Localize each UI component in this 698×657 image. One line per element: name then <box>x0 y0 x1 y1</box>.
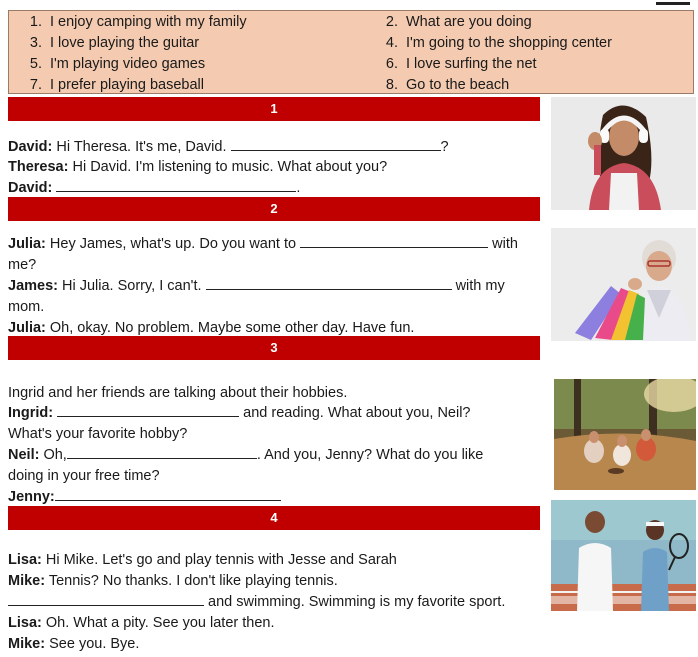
photo-woman-shopping-bags <box>551 228 696 341</box>
dialog-4-header: 4 <box>8 506 540 530</box>
dialog-3-line-1: Ingrid: and reading. What about you, Neil? <box>8 405 471 421</box>
option-1: 1. I enjoy camping with my family <box>29 14 247 30</box>
option-4: 4. I'm going to the shopping center <box>385 35 612 51</box>
dialog-3-line-2-cont: doing in your free time? <box>8 468 160 484</box>
dialog-3-header: 3 <box>8 336 540 360</box>
dialog-4-line-2-cont: and swimming. Swimming is my favorite sport. <box>8 592 505 612</box>
dialog-3-line-2: Neil: Oh, . And you, Jenny? What do you like <box>8 447 484 463</box>
dialog-1-line-1: David: Hi Theresa. It's me, David. ? <box>8 139 449 155</box>
dialog-3-line-1-cont: What's your favorite hobby? <box>8 426 188 442</box>
option-7: 7. I prefer playing baseball <box>29 77 204 93</box>
dialog-4-line-4: Mike: See you. Bye. <box>8 636 140 652</box>
option-3: 3. I love playing the guitar <box>29 35 200 51</box>
answer-blank[interactable] <box>206 276 452 290</box>
dialog-3-intro: Ingrid and her friends are talking about their hobbies. <box>8 385 348 401</box>
dialog-3-line-3: Jenny: <box>8 487 281 507</box>
dialog-1-header: 1 <box>8 97 540 121</box>
dialog-1-line-3: David: . <box>8 180 301 196</box>
dialog-1-line-2: Theresa: Hi David. I'm listening to music. What about you? <box>8 159 388 175</box>
top-edge <box>0 0 698 6</box>
dialog-4-line-2: Mike: Tennis? No thanks. I don't like playing tennis. <box>8 573 338 589</box>
dialog-2-header: 2 <box>8 197 540 221</box>
dialog-4-line-3: Lisa: Oh. What a pity. See you later then. <box>8 615 275 631</box>
dialog-2-line-2-cont: mom. <box>8 299 45 315</box>
option-6: 6. I love surfing the net <box>385 56 537 72</box>
answer-blank[interactable] <box>55 487 281 501</box>
dialog-4-line-1: Lisa: Hi Mike. Let's go and play tennis with Jesse and Sarah <box>8 552 397 568</box>
corner-mark <box>656 2 690 5</box>
answer-blank[interactable] <box>56 178 296 192</box>
photo-girl-headphones <box>551 97 696 210</box>
photo-tennis-players <box>551 500 696 611</box>
dialog-2-line-1: Julia: Hey James, what's up. Do you want to with <box>8 236 518 252</box>
option-8: 8. Go to the beach <box>385 77 510 93</box>
dialog-2-line-1-cont: me? <box>8 257 37 273</box>
option-5: 5. I'm playing video games <box>29 56 206 72</box>
dialog-2-line-3: Julia: Oh, okay. No problem. Maybe some other day. Have fun. <box>8 320 415 336</box>
answer-blank[interactable] <box>300 234 488 248</box>
answer-blank[interactable] <box>57 403 239 417</box>
dialog-2-line-2: James: Hi Julia. Sorry, I can't. with my <box>8 278 505 294</box>
photo-camping-friends <box>554 379 696 490</box>
answer-blank[interactable] <box>67 445 257 459</box>
option-2: 2. What are you doing <box>385 14 532 30</box>
answer-blank[interactable] <box>8 592 204 606</box>
answer-blank[interactable] <box>231 137 441 151</box>
